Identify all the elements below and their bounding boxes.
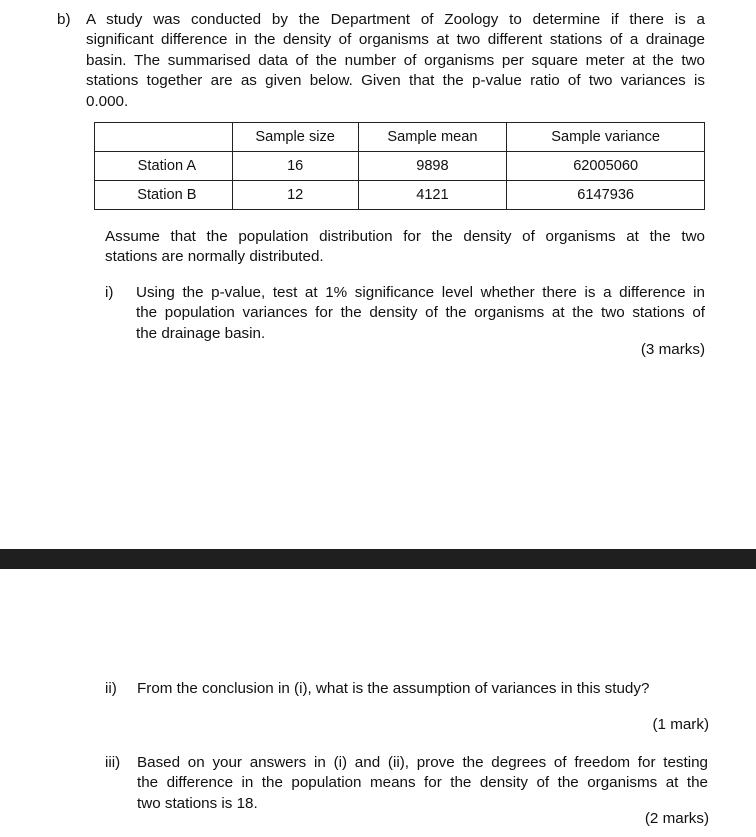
table-header-cell: Sample mean <box>358 123 507 152</box>
table-header-cell: Sample size <box>232 123 358 152</box>
part-b-intro <box>86 10 705 112</box>
intro-line: significant difference in the density of organisms at two different stations of a drainage <box>86 31 705 49</box>
question-iii-line: the difference in the population means for the density of the organisms at the <box>137 774 708 792</box>
sample-size-cell: 12 <box>232 181 358 210</box>
question-i-line: Using the p-value, test at 1% significance level whether there is a difference in <box>136 284 705 301</box>
page-divider-bar <box>0 549 756 569</box>
question-ii-label: ii) <box>105 680 117 697</box>
table-header-cell <box>95 123 233 152</box>
station-data-table <box>94 122 705 210</box>
station-name-cell: Station A <box>95 152 233 181</box>
intro-line: 0.000. <box>86 92 129 110</box>
intro-line: stations together are as given below. Given that the p-value ratio of two variances is <box>86 72 705 90</box>
question-i-text <box>136 283 705 344</box>
question-iii-label: iii) <box>105 754 121 771</box>
assumption-line: stations are normally distributed. <box>105 248 324 266</box>
station-name-cell: Station B <box>95 181 233 210</box>
question-i-line: the drainage basin. <box>136 324 266 342</box>
part-b-label: b) <box>57 11 71 28</box>
sample-size-cell: 16 <box>232 152 358 181</box>
question-iii-line: two stations is 18. <box>137 794 258 812</box>
sample-mean-cell: 9898 <box>358 152 507 181</box>
question-iii-text <box>137 753 708 814</box>
question-i-marks: (3 marks) <box>640 341 705 358</box>
question-ii-text: From the conclusion in (i), what is the assumption of variances in this study? <box>137 680 650 697</box>
table-row <box>95 152 705 181</box>
sample-variance-cell: 6147936 <box>507 181 705 210</box>
assumption-text <box>105 227 705 268</box>
question-i-label: i) <box>105 284 114 301</box>
sample-variance-cell: 62005060 <box>507 152 705 181</box>
assumption-line: Assume that the population distribution for the density of organisms at the two <box>105 228 705 245</box>
intro-line: basin. The summarised data of the number of organisms per square meter at the two <box>86 51 705 69</box>
question-iii-line: Based on your answers in (i) and (ii), prove the degrees of freedom for testing <box>137 754 708 771</box>
table-row <box>95 181 705 210</box>
table-header-cell: Sample variance <box>507 123 705 152</box>
intro-line: A study was conducted by the Department of Zoology to determine if there is a <box>86 11 705 28</box>
question-iii-marks: (2 marks) <box>644 810 709 827</box>
table-header-row <box>95 123 705 152</box>
question-ii-marks: (1 mark) <box>652 716 709 733</box>
sample-mean-cell: 4121 <box>358 181 507 210</box>
question-i-line: the population variances for the density of the organisms at the two stations of <box>136 304 705 322</box>
